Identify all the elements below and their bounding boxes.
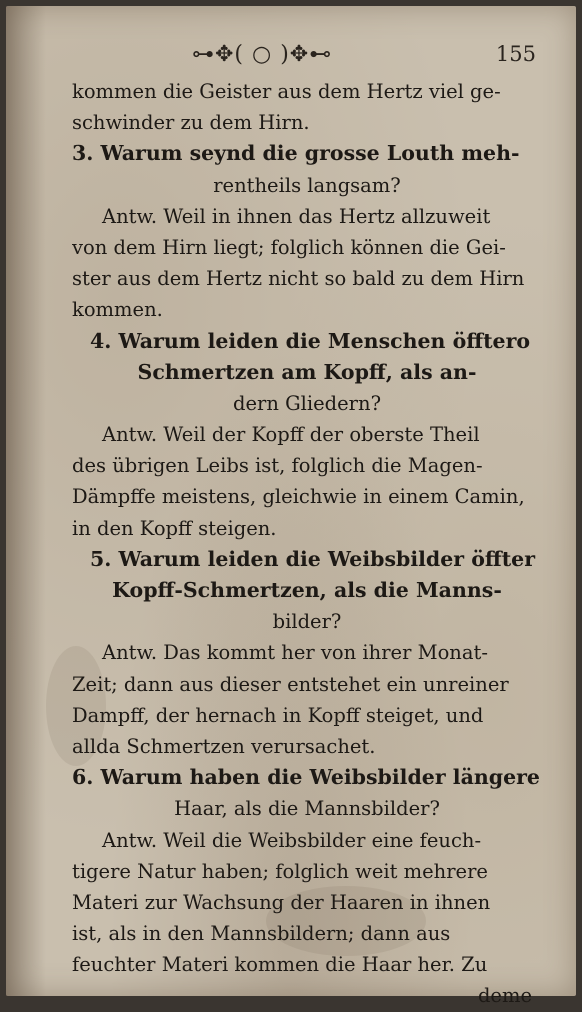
answer-line: feuchter Materi kommen die Haar her. Zu [72,953,488,977]
answer-line: tigere Natur haben; folglich weit mehrere [72,859,488,883]
book-page [6,6,576,1008]
question-line: bilder? [272,610,342,634]
text-line: kommen die Geister aus dem Hertz viel ge- [72,80,501,103]
answer-line: von dem Hirn liegt; folglich können die Gei- [72,235,506,259]
question-line: Schmertzen am Kopff, als an- [137,359,477,384]
answer-line: allda Schmertzen verursachet. [72,734,376,758]
question-line: Haar, als die Mannsbilder? [174,797,440,821]
answer-line: Antw. Das kommt her von ihrer Monat- [102,641,488,665]
page-number: 155 [495,42,536,66]
answer-line: Antw. Weil die Weibsbilder eine feuch- [102,828,482,852]
answer-line: Materi zur Wachsung der Haaren in ihnen [72,890,491,914]
answer-line: Antw. Weil in ihnen das Hertz allzuweit [102,204,491,228]
text-line: schwinder zu dem Hirn. [72,111,310,135]
question-line: dern Gliedern? [232,391,382,415]
answer-line: kommen. [72,298,163,322]
question-line: 4. Warum leiden die Menschen öfftero [90,328,531,353]
answer-line: Antw. Weil der Kopff der oberste Theil [102,423,480,447]
question-line: Kopff-Schmertzen, als die Manns- [112,578,502,602]
page-text [72,36,542,1012]
question-line: rentheils langsam? [213,173,401,197]
question-line: 3. Warum seynd die grosse Louth meh- [72,141,520,166]
question-line: 5. Warum leiden die Weibsbilder öffter [90,546,536,571]
header-ornament: ⊶✥( ○ )✥⊷ [192,42,333,67]
catchword: deme [477,984,532,1008]
answer-line: Zeit; dann aus dieser entstehet ein unreiner [72,672,509,696]
page-header [72,36,542,76]
answer-line: Dämpffe meistens, gleichwie in einem Camin, [72,485,525,509]
answer-line: des übrigen Leibs ist, folglich die Magen- [72,454,483,478]
answer-line: ster aus dem Hertz nicht so bald zu dem Hirn [72,267,525,291]
answer-line: ist, als in den Mannsbildern; dann aus [72,922,451,946]
answer-line: in den Kopff steigen. [72,516,277,540]
answer-line: Dampff, der hernach in Kopff steiget, und [72,703,484,727]
question-line: 6. Warum haben die Weibsbilder längere [72,765,540,790]
gutter-shadow [6,6,46,996]
